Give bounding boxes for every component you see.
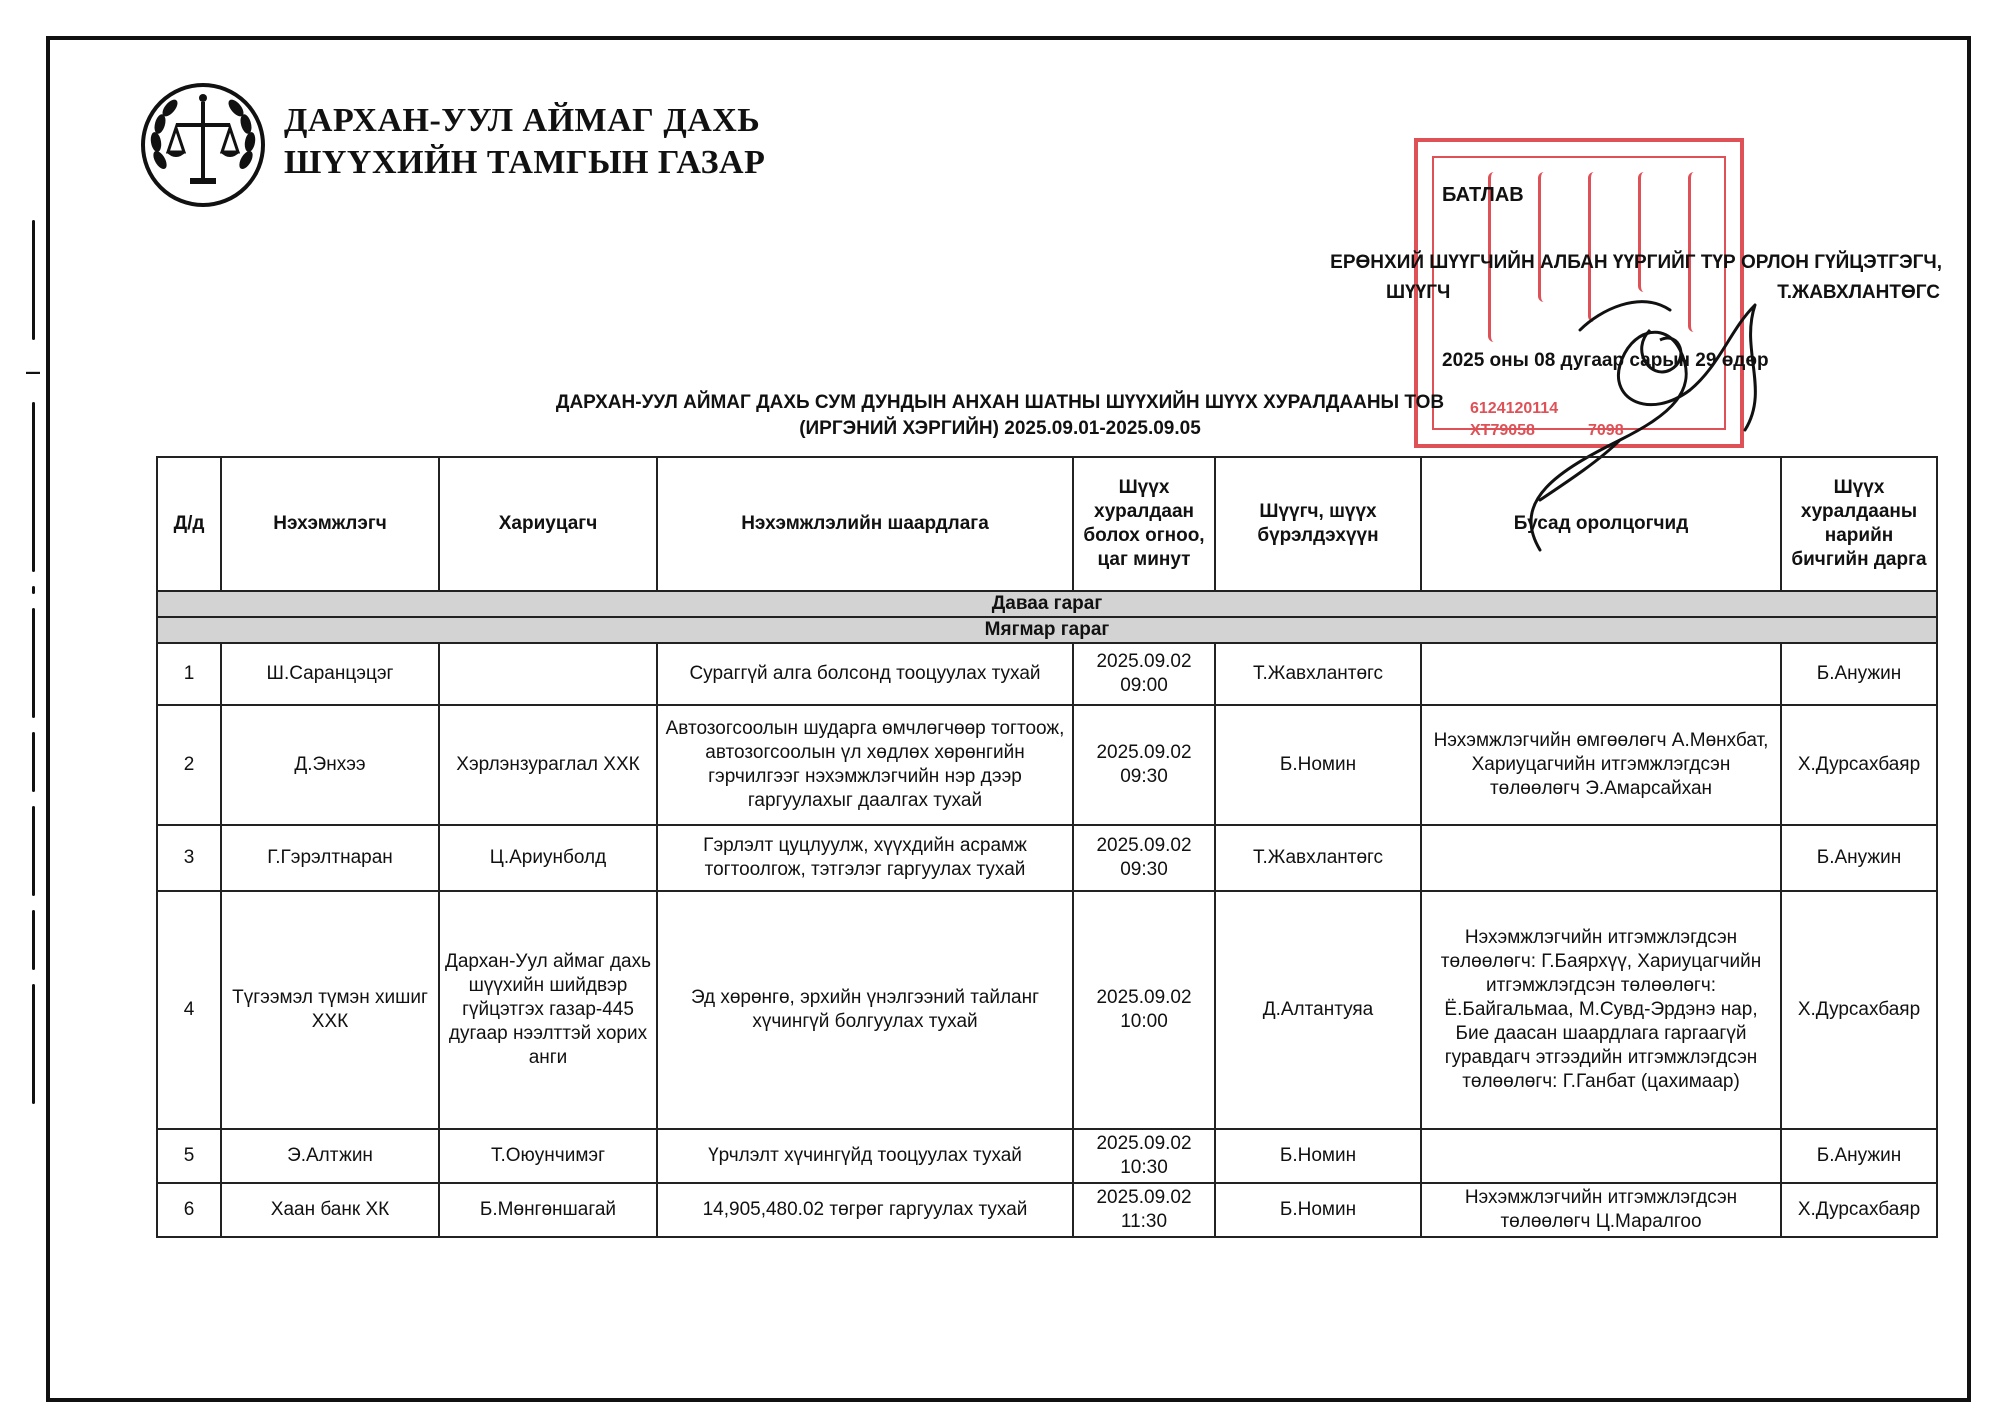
org-title-line1: ДАРХАН-УУЛ АЙМАГ ДАХЬ — [284, 102, 761, 139]
stamp-number-3: 7098 — [1588, 422, 1624, 439]
approval-name: Т.ЖАВХЛАНТӨГС — [1777, 282, 1940, 303]
cell-datetime — [1073, 643, 1215, 705]
cell-datetime — [1073, 1129, 1215, 1183]
vertical-mongolian-script: – — [8, 220, 58, 1160]
cell-judge: Б.Номин — [1215, 1183, 1421, 1237]
header-plaintiff: Нэхэмжлэгч — [221, 457, 439, 591]
cell-judge: Б.Номин — [1215, 1129, 1421, 1183]
title-line2: (ИРГЭНИЙ ХЭРГИЙН) 2025.09.01-2025.09.05 — [799, 418, 1201, 439]
org-title-line2: ШҮҮХИЙН ТАМГЫН ГАЗАР — [284, 144, 766, 181]
cell-plaintiff: Д.Энхээ — [221, 705, 439, 825]
cell-judge: Б.Номин — [1215, 705, 1421, 825]
cell-date: 2025.09.02 — [1096, 742, 1192, 763]
cell-num: 3 — [157, 825, 221, 891]
organization-title — [284, 100, 765, 184]
cell-datetime — [1073, 705, 1215, 825]
table-row — [157, 825, 1937, 891]
cell-time: 09:30 — [1120, 859, 1168, 880]
cell-plaintiff: Түгээмэл түмэн хишиг ХХК — [221, 891, 439, 1129]
day-row-monday — [157, 591, 1937, 617]
table-row — [157, 643, 1937, 705]
cell-num: 6 — [157, 1183, 221, 1237]
document-title — [400, 390, 1600, 442]
cell-time: 10:30 — [1120, 1157, 1168, 1178]
header-judge: Шүүгч, шүүх бүрэлдэхүүн — [1215, 457, 1421, 591]
cell-num: 5 — [157, 1129, 221, 1183]
title-line1: ДАРХАН-УУЛ АЙМАГ ДАХЬ СУМ ДУНДЫН АНХАН ШАТНЫ ШҮҮХИЙН ШҮҮХ ХУРАЛДААНЫ ТОВ — [555, 392, 1445, 413]
cell-claim: Сураггүй алга болсонд тооцуулах тухай — [657, 643, 1073, 705]
cell-time: 09:30 — [1120, 766, 1168, 787]
cell-claim: Үрчлэлт хүчингүйд тооцуулах тухай — [657, 1129, 1073, 1183]
cell-others — [1421, 643, 1781, 705]
day-label: Мягмар гараг — [157, 617, 1937, 643]
table-row — [157, 705, 1937, 825]
approval-role: ШҮҮГЧ — [1386, 282, 1451, 303]
cell-date: 2025.09.02 — [1096, 1133, 1192, 1154]
header-num: Д/д — [157, 457, 221, 591]
cell-others — [1421, 825, 1781, 891]
cell-judge: Т.Жавхлантөгс — [1215, 643, 1421, 705]
cell-defendant: Хэрлэнзураглал ХХК — [439, 705, 657, 825]
cell-defendant: Дархан-Уул аймаг дахь шүүхийн шийдвэр гүйцэтгэх газар-445 дугаар нээлттэй хорих анги — [439, 891, 657, 1129]
cell-secretary: Б.Анужин — [1781, 825, 1937, 891]
cell-datetime — [1073, 891, 1215, 1129]
cell-secretary: Х.Дурсахбаяр — [1781, 1183, 1937, 1237]
hearing-schedule-table — [156, 456, 1938, 1238]
cell-secretary: Х.Дурсахбаяр — [1781, 891, 1937, 1129]
cell-date: 2025.09.02 — [1096, 1187, 1192, 1208]
table-header-row — [157, 457, 1937, 591]
cell-others: Нэхэмжлэгчийн итгэмжлэгдсэн төлөөлөгч: Г.Баярхүү, Хариуцагчийн итгэмжлэгдсэн төлөөлөгч: Ё.Байгальмаа, М.Сувд-Эрдэнэ нар, Бие даасан шаардлага гаргаагүй гуравдагч этгээдийн итгэмжлэгдсэн төлөөлөгч: Г.Ганбат (цахимаар) — [1421, 891, 1781, 1129]
stamp-number-2: ХТ79058 — [1470, 422, 1535, 439]
cell-others: Нэхэмжлэгчийн өмгөөлөгч А.Мөнхбат, Хариуцагчийн итгэмжлэгдсэн төлөөлөгч Э.Амарсайхан — [1421, 705, 1781, 825]
cell-plaintiff: Хаан банк ХК — [221, 1183, 439, 1237]
approval-label: БАТЛАВ — [1442, 184, 1524, 206]
header-defendant: Хариуцагч — [439, 457, 657, 591]
cell-time: 09:00 — [1120, 675, 1168, 696]
day-row-tuesday — [157, 617, 1937, 643]
cell-claim: 14,905,480.02 төгрөг гаргуулах тухай — [657, 1183, 1073, 1237]
cell-secretary: Б.Анужин — [1781, 1129, 1937, 1183]
cell-datetime — [1073, 1183, 1215, 1237]
cell-plaintiff: Г.Гэрэлтнаран — [221, 825, 439, 891]
cell-num: 2 — [157, 705, 221, 825]
cell-defendant: Б.Мөнгөншагай — [439, 1183, 657, 1237]
cell-defendant: Ц.Ариунболд — [439, 825, 657, 891]
cell-date: 2025.09.02 — [1096, 835, 1192, 856]
cell-others — [1421, 1129, 1781, 1183]
cell-plaintiff: Э.Алтжин — [221, 1129, 439, 1183]
cell-secretary: Б.Анужин — [1781, 643, 1937, 705]
cell-claim: Гэрлэлт цуцлуулж, хүүхдийн асрамж тогтоолгож, тэтгэлэг гаргуулах тухай — [657, 825, 1073, 891]
cell-date: 2025.09.02 — [1096, 987, 1192, 1008]
cell-num: 1 — [157, 643, 221, 705]
header-datetime: Шүүх хуралдаан болох огноо, цаг минут — [1073, 457, 1215, 591]
cell-claim: Автозогсоолын шударга өмчлөгчөөр тогтоож, автозогсоолын үл хөдлөх хөрөнгийн гэрчилгээг нэхэмжлэгчийн нэр дээр гаргуулахыг даалгах тухай — [657, 705, 1073, 825]
cell-time: 11:30 — [1120, 1211, 1168, 1232]
stamp-number-1: 6124120114 — [1470, 400, 1559, 417]
table-row — [157, 1129, 1937, 1183]
header-secretary: Шүүх хуралдааны нарийн бичгийн дарга — [1781, 457, 1937, 591]
cell-datetime — [1073, 825, 1215, 891]
cell-judge: Т.Жавхлантөгс — [1215, 825, 1421, 891]
table-row — [157, 891, 1937, 1129]
approval-position: ЕРӨНХИЙ ШҮҮГЧИЙН АЛБАН ҮҮРГИЙГ ТҮР ОРЛОН ГҮЙЦЭТГЭГЧ, — [1330, 252, 1942, 273]
cell-num: 4 — [157, 891, 221, 1129]
cell-secretary: Х.Дурсахбаяр — [1781, 705, 1937, 825]
cell-defendant: Т.Оюунчимэг — [439, 1129, 657, 1183]
cell-plaintiff: Ш.Саранцэцэг — [221, 643, 439, 705]
cell-defendant — [439, 643, 657, 705]
cell-claim: Эд хөрөнгө, эрхийн үнэлгээний тайланг хүчингүй болгуулах тухай — [657, 891, 1073, 1129]
approval-date: 2025 оны 08 дугаар сарын 29 өдөр — [1442, 350, 1769, 371]
cell-date: 2025.09.02 — [1096, 651, 1192, 672]
court-emblem-icon — [138, 80, 268, 210]
cell-judge: Д.Алтантуяа — [1215, 891, 1421, 1129]
table-row — [157, 1183, 1937, 1237]
day-label: Даваа гараг — [157, 591, 1937, 617]
cell-time: 10:00 — [1120, 1011, 1168, 1032]
header-others: Бусад оролцогчид — [1421, 457, 1781, 591]
header-claim: Нэхэмжлэлийн шаардлага — [657, 457, 1073, 591]
cell-others: Нэхэмжлэгчийн итгэмжлэгдсэн төлөөлөгч Ц.Маралгоо — [1421, 1183, 1781, 1237]
